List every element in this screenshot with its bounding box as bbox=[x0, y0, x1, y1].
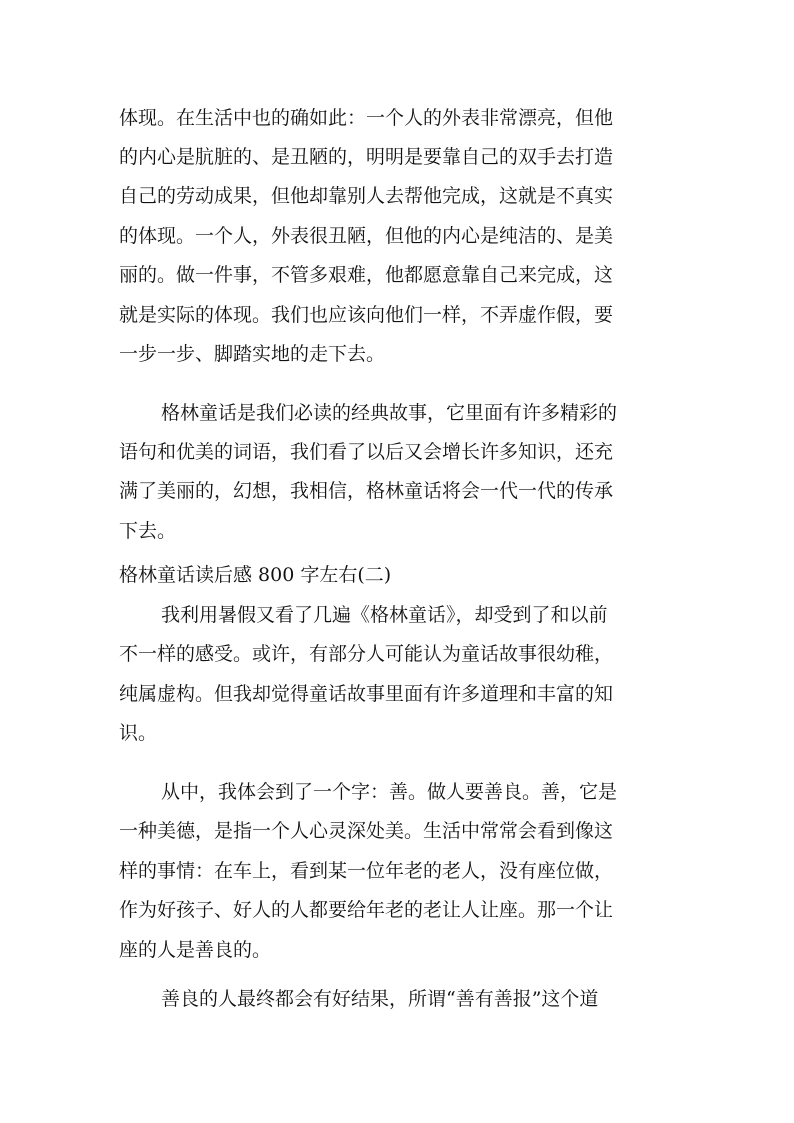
paragraph-first-line: 从中，我体会到了一个字：善。做人要善良。善，它是 bbox=[161, 781, 618, 803]
text-line: 下去。 bbox=[119, 520, 177, 542]
text-line: 满了美丽的，幻想，我相信，格林童话将会一代一代的传承 bbox=[119, 480, 614, 502]
paragraph-first-line: 格林童话是我们必读的经典故事，它里面有许多精彩的 bbox=[161, 402, 618, 424]
paragraph-first-line: 我利用暑假又看了几遍《格林童话》，却受到了和以前 bbox=[161, 604, 608, 626]
section-heading: 格林童话读后感 800 字左右(二) bbox=[119, 564, 392, 586]
text-line: 纯属虚构。但我却觉得童话故事里面有许多道理和丰富的知 bbox=[119, 683, 614, 705]
paragraph-first-line: 善良的人最终都会有好结果，所谓“善有善报”这个道 bbox=[161, 988, 599, 1010]
text-line: 的内心是肮脏的、是丑陋的，明明是要靠自己的双手去打造 bbox=[119, 146, 614, 168]
text-line: 的体现。一个人，外表很丑陋，但他的内心是纯洁的、是美 bbox=[119, 225, 614, 247]
text-line: 语句和优美的词语，我们看了以后又会增长许多知识，还充 bbox=[119, 441, 614, 463]
text-line: 体现。在生活中也的确如此：一个人的外表非常漂亮，但他 bbox=[119, 107, 614, 129]
text-line: 识。 bbox=[119, 722, 158, 744]
text-line: 自己的劳动成果，但他却靠别人去帮他完成，这就是不真实 bbox=[119, 185, 614, 207]
text-line: 不一样的感受。或许，有部分人可能认为童话故事很幼稚， bbox=[119, 643, 614, 665]
text-line: 一种美德，是指一个人心灵深处美。生活中常常会看到像这 bbox=[119, 820, 614, 842]
text-line: 作为好孩子、好人的人都要给年老的老让人让座。那一个让 bbox=[119, 899, 614, 921]
text-line: 一步一步、脚踏实地的走下去。 bbox=[119, 343, 386, 365]
text-line: 样的事情：在车上，看到某一位年老的老人，没有座位做， bbox=[119, 860, 614, 882]
text-line: 座的人是善良的。 bbox=[119, 939, 272, 961]
text-line: 就是实际的体现。我们也应该向他们一样，不弄虚作假，要 bbox=[119, 304, 614, 326]
text-line: 丽的。做一件事，不管多艰难，他都愿意靠自己来完成，这 bbox=[119, 264, 614, 286]
